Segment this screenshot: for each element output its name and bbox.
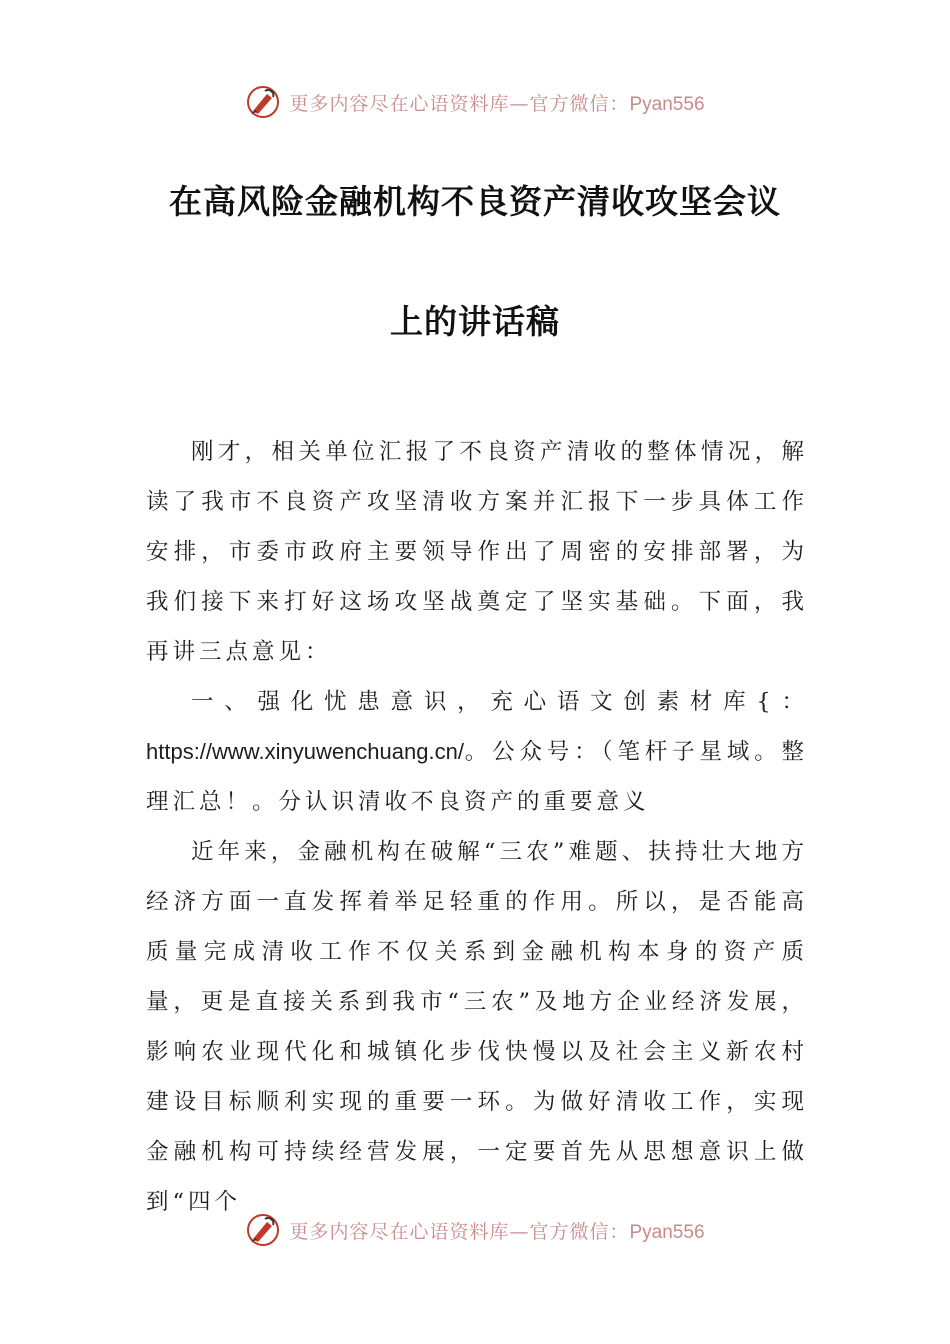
document-body xyxy=(146,427,808,1227)
footer-watermark xyxy=(0,1210,950,1250)
watermark-text: 更多内容尽在心语资料库—官方微信：Pyan556 xyxy=(289,92,705,115)
paragraph: 刚才，相关单位汇报了不良资产清收的整体情况，解读了我市不良资产攻坚清收方案并汇报下一步具体工作安排，市委市政府主要领导作出了周密的安排部署，为我们接下来打好这场攻坚战奠定了坚实基础。下面，我再讲三点意见： xyxy=(146,439,808,665)
header-watermark xyxy=(0,82,950,122)
watermark-text: 更多内容尽在心语资料库—官方微信：Pyan556 xyxy=(289,1220,705,1243)
website-link: https://www.xinyuwenchuang.cn/ xyxy=(146,739,464,764)
page-title: 在高风险金融机构不良资产清收攻坚会议 xyxy=(169,182,781,221)
page-title-continued: 上的讲话稿 xyxy=(390,302,560,341)
paragraph: 一、强化忧患意识，充心语文创素材库{：https://www.xinyuwenchuang.cn/。公众号：（笔杆子星域。整理汇总！。分认识清收不良资产的重要意义 xyxy=(146,689,808,815)
paragraph: 近年来，金融机构在破解“三农”难题、扶持壮大地方经济方面一直发挥着举足轻重的作用。所以，是否能高质量完成清收工作不仅关系到金融机构本身的资产质量，更是直接关系到我市“三农”及地方企业经济发展，影响农业现代化和城镇化步伐快慢以及社会主义新农村建设目标顺利实现的重要一环。为做好清收工作，实现金融机构可持续经营发展，一定要首先从思想意识上做到“四个 xyxy=(146,839,808,1215)
pen-nib-logo-icon xyxy=(245,84,281,120)
pen-nib-logo-icon xyxy=(245,1212,281,1248)
